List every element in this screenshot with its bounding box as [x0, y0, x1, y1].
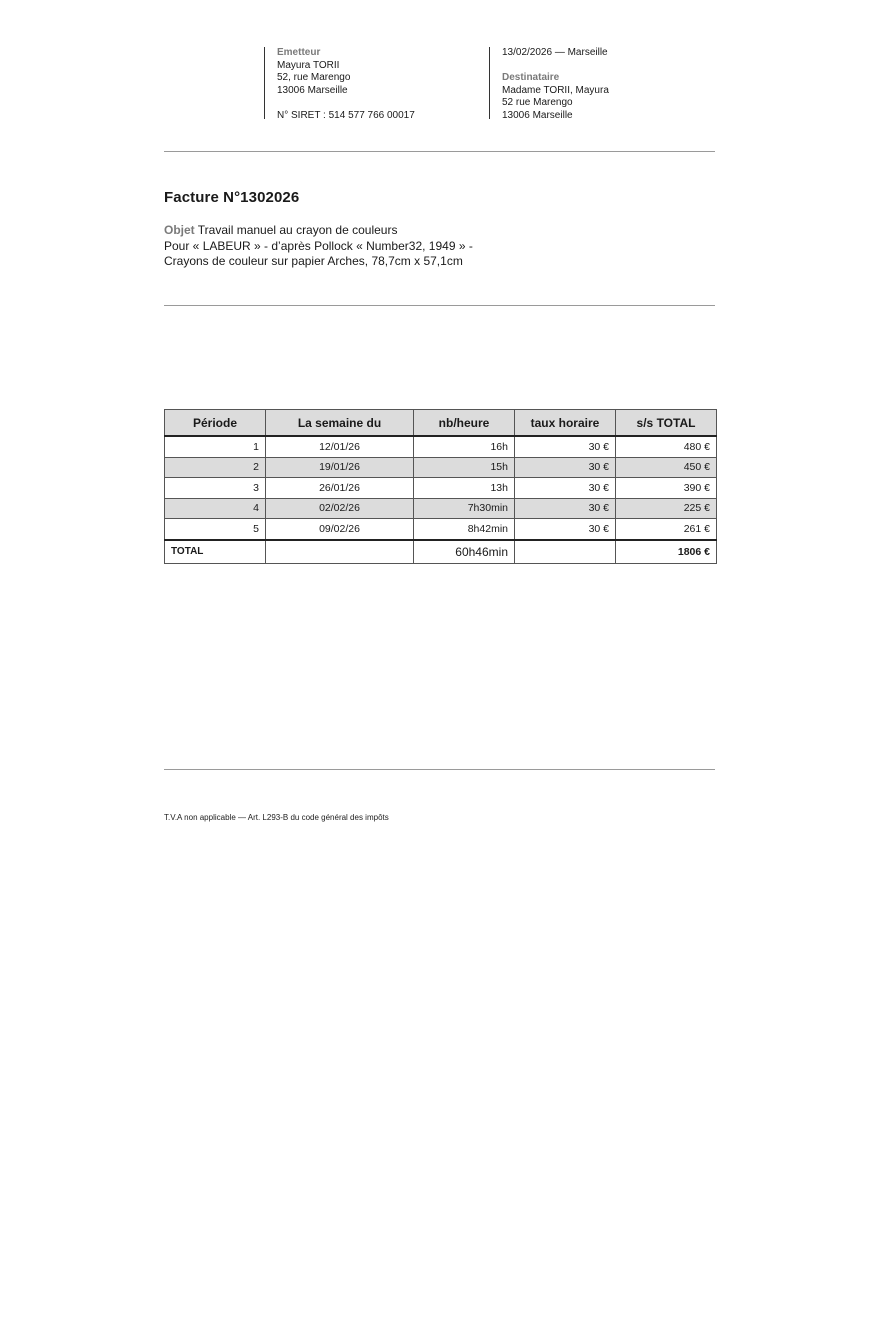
recipient-city: 13006 Marseille: [502, 109, 573, 121]
divider-middle: [164, 305, 715, 306]
cell-taux-horaire: 30 €: [515, 478, 616, 499]
cell-sous-total: 390 €: [616, 478, 717, 499]
emitter-name: Mayura TORII: [277, 59, 340, 71]
cell-periode: 3: [165, 478, 266, 499]
cell-periode: 4: [165, 498, 266, 519]
table-row: [165, 519, 717, 540]
divider-top: [164, 151, 715, 152]
header-nb-heure: nb/heure: [414, 410, 515, 437]
table-header-row: [165, 410, 717, 437]
total-week-cell: [266, 540, 414, 564]
cell-nb-heure: 8h42min: [414, 519, 515, 540]
cell-taux-horaire: 30 €: [515, 519, 616, 540]
invoice-object: [164, 223, 564, 270]
cell-periode: 1: [165, 436, 266, 457]
header-sous-total: s/s TOTAL: [616, 410, 717, 437]
header-semaine: La semaine du: [266, 410, 414, 437]
cell-sous-total: 225 €: [616, 498, 717, 519]
cell-taux-horaire: 30 €: [515, 498, 616, 519]
vat-footnote: T.V.A non applicable — Art. L293-B du code général des impôts: [164, 813, 389, 822]
recipient-spacer: [502, 60, 722, 73]
cell-semaine: 12/01/26: [266, 436, 414, 457]
invoice-date-place: 13/02/2026 — Marseille: [502, 47, 608, 58]
object-line-2: Pour « LABEUR » - d’après Pollock « Number32, 1949 » -: [164, 238, 473, 253]
emitter-spacer: [277, 97, 487, 110]
emitter-block: [264, 47, 487, 119]
cell-sous-total: 450 €: [616, 457, 717, 478]
cell-nb-heure: 13h: [414, 478, 515, 499]
cell-nb-heure: 15h: [414, 457, 515, 478]
emitter-siret: N° SIRET : 514 577 766 00017: [277, 109, 415, 121]
header-periode: Période: [165, 410, 266, 437]
total-amount: 1806 €: [616, 540, 717, 564]
object-line-3: Crayons de couleur sur papier Arches, 78,7cm x 57,1cm: [164, 254, 463, 268]
cell-taux-horaire: 30 €: [515, 436, 616, 457]
recipient-street: 52 rue Marengo: [502, 97, 573, 108]
cell-sous-total: 480 €: [616, 436, 717, 457]
emitter-street: 52, rue Marengo: [277, 72, 351, 83]
header-taux-horaire: taux horaire: [515, 410, 616, 437]
emitter-label: Emetteur: [277, 47, 321, 58]
emitter-city: 13006 Marseille: [277, 84, 348, 96]
total-label: TOTAL: [165, 540, 266, 564]
recipient-name: Madame TORII, Mayura: [502, 84, 609, 96]
cell-nb-heure: 7h30min: [414, 498, 515, 519]
table-row: [165, 457, 717, 478]
cell-semaine: 26/01/26: [266, 478, 414, 499]
object-label: Objet: [164, 223, 195, 237]
recipient-label: Destinataire: [502, 72, 560, 83]
table-row: [165, 478, 717, 499]
total-hours: 60h46min: [414, 540, 515, 564]
cell-periode: 5: [165, 519, 266, 540]
table-row: [165, 436, 717, 457]
total-rate-cell: [515, 540, 616, 564]
invoice-title: Facture N°1302026: [164, 189, 300, 206]
divider-bottom: [164, 769, 715, 770]
cell-semaine: 19/01/26: [266, 457, 414, 478]
table-total-row: [165, 540, 717, 564]
invoice-table: [164, 409, 717, 564]
object-line-1: Travail manuel au crayon de couleurs: [197, 223, 398, 237]
table-row: [165, 498, 717, 519]
cell-semaine: 09/02/26: [266, 519, 414, 540]
cell-taux-horaire: 30 €: [515, 457, 616, 478]
cell-semaine: 02/02/26: [266, 498, 414, 519]
recipient-block: [489, 47, 722, 119]
cell-nb-heure: 16h: [414, 436, 515, 457]
cell-periode: 2: [165, 457, 266, 478]
cell-sous-total: 261 €: [616, 519, 717, 540]
